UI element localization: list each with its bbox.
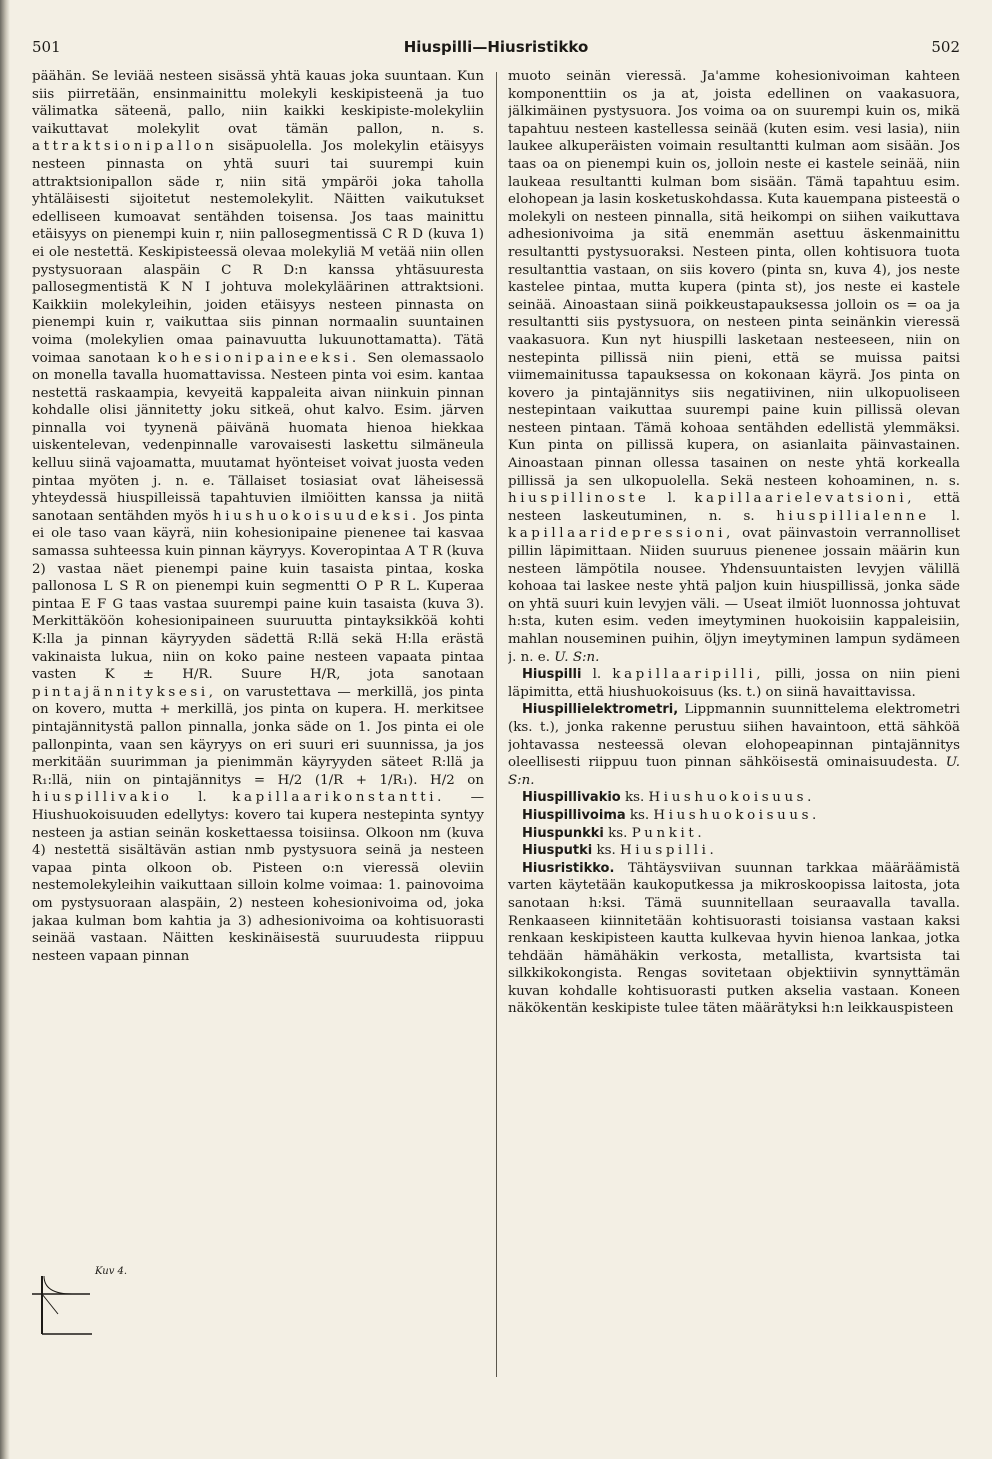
signature: U. S:n. (508, 755, 960, 788)
term-kohesionipaineeksi: kohesionipaineeksi. (157, 350, 360, 366)
entry-hiuspillivoima: Hiuspillivoima ks. Hiushuokoisuus. (522, 807, 820, 823)
term-kapillaaridepressioni: kapillaaridepressioni, (508, 526, 735, 542)
page-number-left: 501 (32, 38, 61, 56)
entry-headword: Hiusristikko. (522, 860, 615, 876)
entry-headword: Hiuspillivakio (522, 790, 621, 806)
entry-headword: Hiuspillielektrometri, (522, 702, 679, 718)
right-paragraph: muoto seinän vieressä. Ja'amme kohesionivoiman kahteen komponenttiin os ja at, joista edellinen on vaakasuora, jälkimäinen pystysuora. Jos voima oa on suurempi kuin os, mikä tapahtuu nesteen kastellessa seinää (kuten esim. vesi lasia), niin laukee alkuperäisten voimain resultantti kulman aom sisään. Jos taas oa on pienempi kuin os, jolloin neste ei kastele seinää, niin laukeaa resultantti kulman bom sisään. Tämä tapahtuu esim. elohopean ja lasin kosketuskohdassa. Kuta kauempana pisteestä o molekyli on nesteen pinnalla, sitä heikompi on siihen vaikuttava adhesionivoima ja sitä enemmän asettuu äskenmainittu resultantti pystysuoraksi. Nesteen pinta, ollen kohtisuora tuota resultanttia vastaan, on siis kovero (pinta sn, kuva 4), jos neste kastelee pintaa, mutta kupera (pinta st), jos neste ei kastele seinää. Ainoastaan siinä poikkeustapauksessa jolloin os = oa ja resultantti siis pystysuora, on nesteen pinta seinänkin vieressä vaakasuora. Kun nyt hiuspilli lasketaan nesteeseen, niin on nestepinta pillissä niin pieni, että se muissa paitsi viimemainitussa tapauksessa on kokonaan käyrä. Jos pinta on kovero ja pintajännitys siis negatiivinen, niin ulkopuoliseen nestepintaan vaikuttaa suurempi paine kuin pillissä olevan nesteen pintaan. Tämä kohoaa sentähden edellistä ylemmäksi. Kun pinta on pillissä kupera, on asianlaita päinvastainen. Ainoastaan pinnan ollessa tasainen on neste yhtä korkealla pillissä ja sen ulkopuolella. Sekä nesteen kohoaminen, n. s. hiuspillinoste l. kapillaarielevatsioni, että nesteen laskeutuminen, n. s. hiuspillialenne l. kapillaaridepressioni, ovat päinvastoin verrannolliset pillin läpimittaan. Niiden suuruus pienenee jossain määrin kun nesteen lämpötila nousee. Yhdensuuntaisten levyjen välillä kohoaa tai laskee neste yhtä paljon kuin hiuspillissä, jonka säde on yhtä suuri kuin levyjen väli. — Useat ilmiöt luonnossa johtuvat h:sta, kuten esim. veden imeytyminen huokoisiin kappaleisiin, mahlan nouseminen puihin, öljyn imeytyminen lampun sydämeen j. n. e. U. S:n. (508, 69, 960, 665)
cross-reference: Punkit. (631, 825, 706, 841)
term-pintajannityksesi: pintajännityksesi, (32, 684, 217, 700)
cross-reference: Hiushuokoisuus. (653, 807, 820, 823)
entry-hiusputki: Hiusputki ks. Hiuspilli. (522, 843, 718, 859)
term-attraktsionipallon: attraktsionipallon (32, 139, 218, 155)
term-hiuspillivakio: hiuspillivakio (32, 790, 173, 806)
entry-hiusristikko: Hiusristikko. Tähtäysviivan suunnan tarkkaa määräämistä varten käytetään kaukoputkessa ja mikroskoopissa laitosta, jota sanotaan h:ksi. Tämä suunnitellaan seuraavalla tavalla. Renkaaseen kiinnitetään kohtisuorasti toisiansa vastaan kaksi renkaan keskipisteen kautta kulkevaa hyvin hienoa lankaa, jotka tehdään hämähäkin verkosta, metallista, kvartsista tai silkkikokongista. Rengas sovitetaan objektiivin synnyttämän kuvan kohdalle kohtisuorasti putken akselia vastaan. Koneen näkökentän keskipiste tulee täten määrätyksi h:n leikkauspisteen (508, 860, 960, 1017)
page-number-right: 502 (931, 38, 960, 56)
term-hiushuokoisuudeksi: hiushuokoisuudeksi. (212, 508, 420, 524)
entry-headword: Hiuspilli (522, 667, 582, 683)
figure-label: Kuv 4. (95, 1266, 128, 1277)
cross-reference: Hiushuokoisuus. (648, 790, 816, 806)
term-kapillaarikonstantti: kapillaarikonstantti. (232, 790, 446, 806)
entry-headword: Hiusputki (522, 843, 593, 859)
entry-headword: Hiuspunkki (522, 825, 604, 841)
signature: U. S:n. (554, 649, 600, 665)
left-paragraph: päähän. Se leviää nesteen sisässä yhtä kauas joka suuntaan. Kun siis piirretään, ensinmainittu molekyli keskipisteenä ja tuo välimatka säteenä, pallo, niin kaikki keskipiste-molekyliin vaikuttavat molekylit ovat tämän pallon, n. s. attraktsionipallon sisäpuolella. Jos molekylin etäisyys nesteen pinnasta on yhtä suuri tai suurempi kuin attraktsionipallon säde r, niin sitä ympäröi joka taholla yhtäläisesti sijoitetut nestemolekylit. Näitten vaikutukset edelliseen kumoavat sentähden toisensa. Jos taas mainittu etäisyys on pienempi kuin r, niin pallosegmentissä C R D (kuva 1) ei ole nestettä. Keskipisteessä olevaa molekyliä M vetää niin ollen pystysuoraan alaspäin C R D:n kanssa yhtäsuuresta pallosegmentistä K N I johtuva molekyläärinen attraktsioni. Kaikkiin molekyleihin, joiden etäisyys nesteen pinnasta on pienempi kuin r, vaikuttaa siis pinnan normaalin suuntainen voima (molekylien omaa painavuutta lukuunottamatta). Tätä voimaa sanotaan kohesionipaineeksi. Sen olemassaolo on monella tavalla huomattavissa. Nesteen pinta voi esim. kantaa nestettä raskaampia, kevyeitä kappaleita aivan niinkuin pinnan kohdalle olisi jännitetty joku sitkeä, ohut kalvo. Esim. järven pinnalla voi tyynenä päivänä huomata hienoa hiekkaa uiskentelevan, vedenpinnalle varovaisesti laskettu silmäneula kelluu siinä vajoamatta, muutamat hyönteiset voivat juosta veden pintaa myöten j. n. e. Tällaiset tosiasiat ovat läheisessä yhteydessä hiuspilleissä tapahtuvien ilmiöitten kanssa ja niitä sanotaan sentähden myös hiushuokoisuudeksi. Jos pinta ei ole taso vaan käyrä, niin kohesionipaine pienenee tai kasvaa samassa suhteessa kuin pinnan käyryys. Koveropintaa A T R (kuva 2) vastaa näet pienempi paine kuin tasaista pintaa, koska pallonosa L S R on pienempi kuin segmentti O P R L. Kuperaa pintaa E F G taas vastaa suurempi paine kuin tasaista (kuva 3). Merkittäköön kohesionipaineen suuruutta pintayksikköä kohti K:lla ja pinnan käyryyden sädettä R:llä sekä H:lla erästä vakinaista lukua, niin on koko paine nesteen vapaata pintaa vasten K ± H/R. Suure H/R, jota sanotaan pintajännityksesi, on varustettava — merkillä, jos pinta on kovero, mutta + merkillä, jos pinta on kupera. H. merkitsee pintajännitystä pallon pinnalla, jonka säde on 1. Jos pinta ei ole pallonpinta, vaan sen käyryys on eri suuri eri suunnissa, ja jos merkitään suurimman ja pienimmän käyryyden säteet R:llä ja R₁:llä, niin on pintajännitys = H/2 (1/R + 1/R₁). H/2 on hiuspillivakio l. kapillaarikonstantti. — Hiushuokoisuuden edellytys: kovero tai kupera nestepinta syntyy nesteen ja astian seinän koskettaessa toisiinsa. Olkoon nm (kuva 4) nestettä sisältävän astian nmb pystysuora seinä ja nesteen vapaa pinta olkoon ob. Pisteen o:n vieressä oleviin nestemolekyleihin vaikuttaan silloin kolme voimaa: 1. painovoima om pystysuoraan alaspäin, 2) nesteen kohesionivoima od, joka jakaa kulman bom kahtia ja 3) adhesionivoima oa kohtisuorasti seinää vastaan. Näitten keskinäisestä suuruudesta riippuu nesteen vapaan pinnan (32, 69, 484, 964)
term-hiuspillinoste: hiuspillinoste (508, 491, 650, 507)
entry-headword: Hiuspillivoima (522, 807, 626, 823)
entry-hiuspilli: Hiuspilli l. kapillaaripilli, pilli, jossa on niin pieni läpimitta, että hiushuokoisuus (ks. t.) on siinä havaittavissa. (508, 667, 960, 700)
left-column (32, 68, 484, 1410)
term-hiuspillialenne: hiuspillialenne (776, 508, 930, 524)
fig-cohesion-line (42, 1294, 58, 1314)
right-column (508, 68, 960, 1398)
entry-hiuspillielektrometri: Hiuspillielektrometri, Lippmannin suunnittelema elektrometri (ks. t.), jonka rakenne perustuu siihen havaintoon, että sähköä johtavassa nesteessä olevan elohopeapinnan pintajännitys oleellisesti riippuu tuon pinnan sähköisestä ominaisuudesta. U. S:n. (508, 702, 960, 788)
book-binding-edge (0, 0, 10, 1459)
column-divider (496, 72, 497, 1377)
entry-hiuspillivakio: Hiuspillivakio ks. Hiushuokoisuus. (522, 790, 816, 806)
term-kapillaarielevatsioni: kapillaarielevatsioni, (694, 491, 916, 507)
page-title: Hiuspilli—Hiusristikko (403, 38, 589, 56)
figure-4-svg (32, 1264, 92, 1360)
figure-4-diagram (32, 1264, 92, 1360)
cross-reference: Hiuspilli. (620, 843, 718, 859)
fig-curve (44, 1276, 72, 1294)
page-header (32, 38, 960, 60)
entry-hiuspunkki: Hiuspunkki ks. Punkit. (522, 825, 706, 841)
